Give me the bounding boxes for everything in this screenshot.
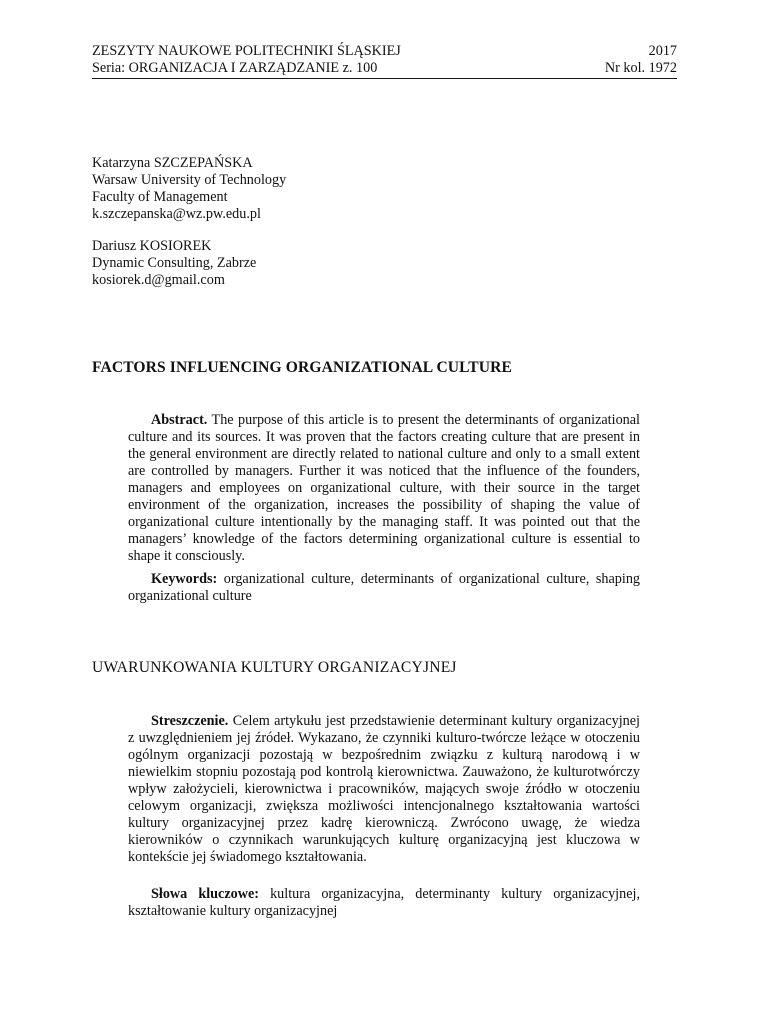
journal-name: ZESZYTY NAUKOWE POLITECHNIKI ŚLĄSKIEJ bbox=[92, 43, 401, 59]
running-header-line-2 bbox=[92, 60, 677, 76]
author-department: Faculty of Management bbox=[92, 189, 228, 205]
article-title-english: FACTORS INFLUENCING ORGANIZATIONAL CULTURE bbox=[92, 359, 512, 376]
keywords-polish bbox=[128, 886, 640, 920]
journal-year: 2017 bbox=[648, 43, 677, 59]
journal-series: Seria: ORGANIZACJA I ZARZĄDZANIE z. 100 bbox=[92, 60, 378, 76]
keywords-english bbox=[128, 571, 640, 605]
abstract-label: Abstract. bbox=[151, 412, 208, 428]
abstract-text: Celem artykułu jest przedstawienie determinant kultury organizacyjnej z uwzględnieniem jej źródeł. Wykazano, że czynniki kulturo-twórcze leżące w otoczeniu ogólnym organizacji pozostają w bezpośrednim związku z kulturą narodową i w niewielkim stopniu pozostają pod kontrolą kierownictwa. Zauważono, że kulturotwórczy wpływ założycieli, kierownictwa i pracowników, mających swoje źródło w otoczeniu celowym organizacji, zwiększa możliwości intencjonalnego kształtowania wartości kultury organizacyjnej przez kadrę kierowniczą. Zwrócono uwagę, że wiedza kierowników o czynnikach warunkujących kulturę organizacyjną jest kluczowa w kontekście jej świadomego kształtowania. bbox=[128, 713, 641, 865]
author-affiliation: Warsaw University of Technology bbox=[92, 172, 287, 188]
author-name: Dariusz KOSIOREK bbox=[92, 238, 212, 254]
author-block-2 bbox=[92, 238, 256, 289]
keywords-label: Keywords: bbox=[151, 571, 218, 587]
keywords-text: kultura organizacyjna, determinanty kultury organizacyjnej, kształtowanie kultury organizacyjnej bbox=[128, 886, 640, 919]
author-name: Katarzyna SZCZEPAŃSKA bbox=[92, 155, 253, 171]
running-header-line-1 bbox=[92, 43, 677, 59]
keywords-label: Słowa kluczowe: bbox=[151, 886, 260, 902]
article-title-polish: UWARUNKOWANIA KULTURY ORGANIZACYJNEJ bbox=[92, 659, 457, 676]
abstract-text: The purpose of this article is to present the determinants of organizational culture and its sources. It was proven that the factors creating culture that are present in the general environment are directly related to national culture and only to a small extent are controlled by managers. Further it was noticed that the influence of the founders, managers and employees on organizational culture, with their source in the target environment of the organization, increases the possibility of shaping the value of organizational culture intentionally by the managing staff. It was pointed out that the managers’ knowledge of the factors determining organizational culture is essential to shape it consciously. bbox=[128, 412, 640, 564]
keywords-text: organizational culture, determinants of organizational culture, shaping organizational culture bbox=[128, 571, 641, 604]
author-block-1 bbox=[92, 155, 286, 223]
header-divider bbox=[92, 78, 677, 79]
author-email: kosiorek.d@gmail.com bbox=[92, 272, 225, 288]
author-email: k.szczepanska@wz.pw.edu.pl bbox=[92, 206, 261, 222]
author-affiliation: Dynamic Consulting, Zabrze bbox=[92, 255, 257, 271]
abstract-english bbox=[128, 412, 640, 565]
abstract-polish bbox=[128, 713, 640, 866]
abstract-label: Streszczenie. bbox=[151, 713, 229, 729]
journal-number: Nr kol. 1972 bbox=[604, 60, 677, 76]
